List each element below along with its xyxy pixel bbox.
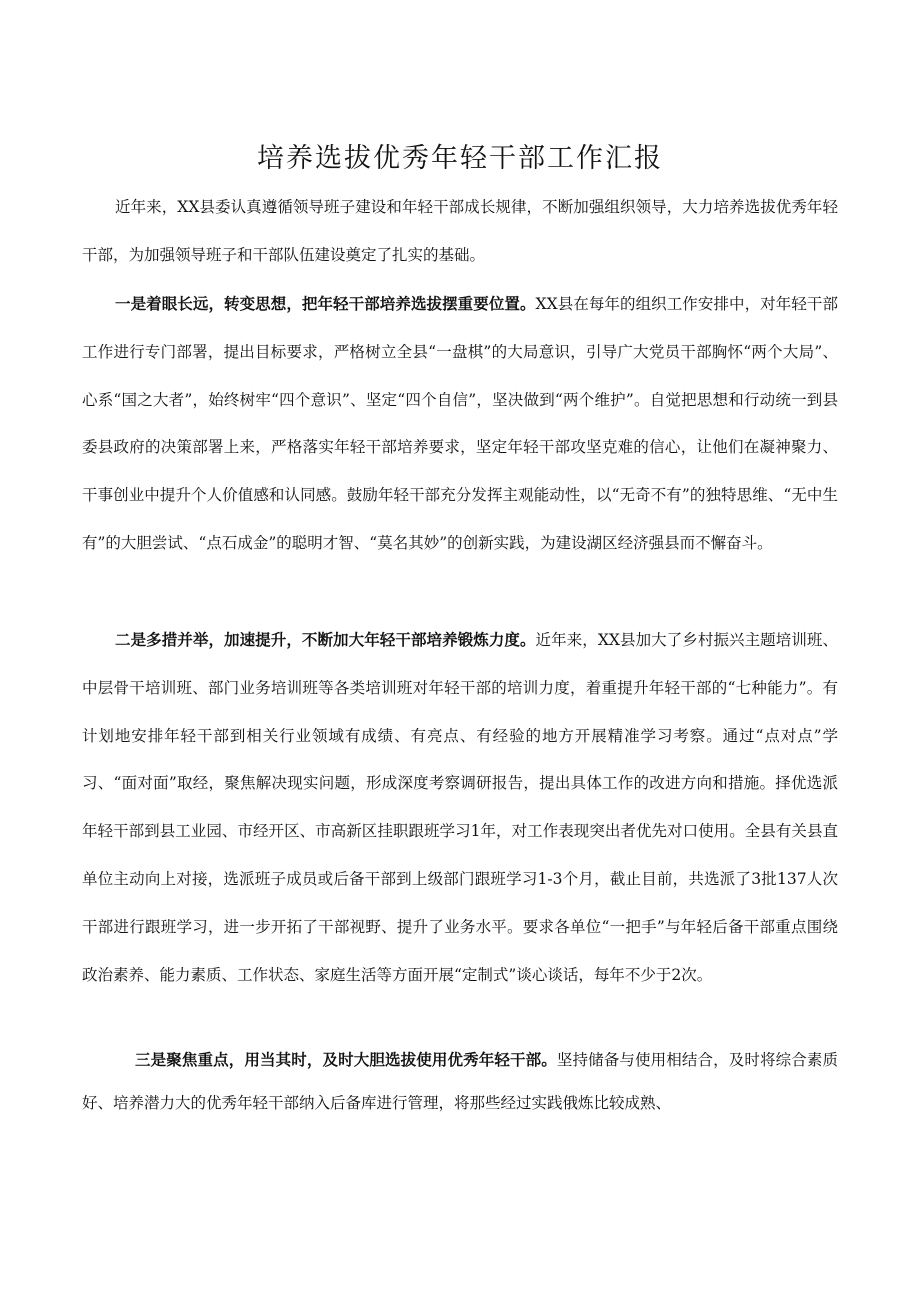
section-1-heading: 一是着眼长远，转变思想，把年轻干部培养选拔摆重要位置。 [115,294,536,313]
section-3-body: 坚持储备与使用相结合，及时将综合素质好、培养潜力大的优秀年轻干部纳入后备库进行管理，将那些经过实践俄炼比较成熟、 [82,1051,838,1112]
document-title: 培养选拔优秀年轻干部工作汇报 [257,143,663,174]
section-2-body: 近年来，XX县加大了乡村振兴主题培训班、中层骨干培训班、部门业务培训班等各类培训班对年轻干部的培训力度，着重提升年轻干部的“七种能力”。有计划地安排年轻干部到相关行业领域有成绩、有亮点、有经验的地方开展精准学习考察。通过“点对点”学习、“面对面”取经，聚焦解决现实问题，形成深度考察调研报告，提出具体工作的改进方向和措施。择优选派年轻干部到县工业园、市经开区、市高新区挂职跟班学习1年，对工作表现突出者优先对口使用。全县有关县直单位主动向上对接，选派班子成员或后备干部到上级部门跟班学习1-3个月，截止目前，共选派了3批137人次干部进行跟班学习，进一步开拓了干部视野、提升了业务水平。要求各单位“一把手”与年轻后备干部重点围绕政治素养、能力素质、工作状态、家庭生活等方面开展“定制式”谈心谈话，每年不少于2次。 [82,631,838,984]
section-1-paragraph [82,280,838,568]
intro-paragraph: 近年来，XX县委认真遵循领导班子建设和年轻干部成长规律，不断加强组织领导，大力培养选拔优秀年轻干部，为加强领导班子和干部队伍建设奠定了扎实的基础。 [82,198,838,264]
section-2-heading: 二是多措并举，加速提升，不断加大年轻干部培养锻炼力度。 [115,630,536,649]
section-1-body: XX县在每年的组织工作安排中，对年轻干部工作进行专门部署，提出目标要求，严格树立全县“一盘棋”的大局意识，引导广大党员干部胸怀“两个大局”、心系“国之大者”，始终树牢“四个意识”、坚定“四个自信”，坚决做到“两个维护”。自觉把思想和行动统一到县委县政府的决策部署上来，严格落实年轻干部培养要求，坚定年轻干部攻坚克难的信心，让他们在凝神聚力、干事创业中提升个人价值感和认同感。鼓励年轻干部充分发挥主观能动性，以“无奇不有”的独特思维、“无中生有”的大胆尝试、“点石成金”的聪明才智、“莫名其妙”的创新实践，为建设湖区经济强县而不懈奋斗。 [82,295,838,552]
section-2-paragraph [82,616,838,999]
section-3-heading: 三是聚焦重点，用当其时，及时大胆选拔使用优秀年轻干部。 [135,1050,557,1069]
section-3-paragraph [82,1038,838,1125]
